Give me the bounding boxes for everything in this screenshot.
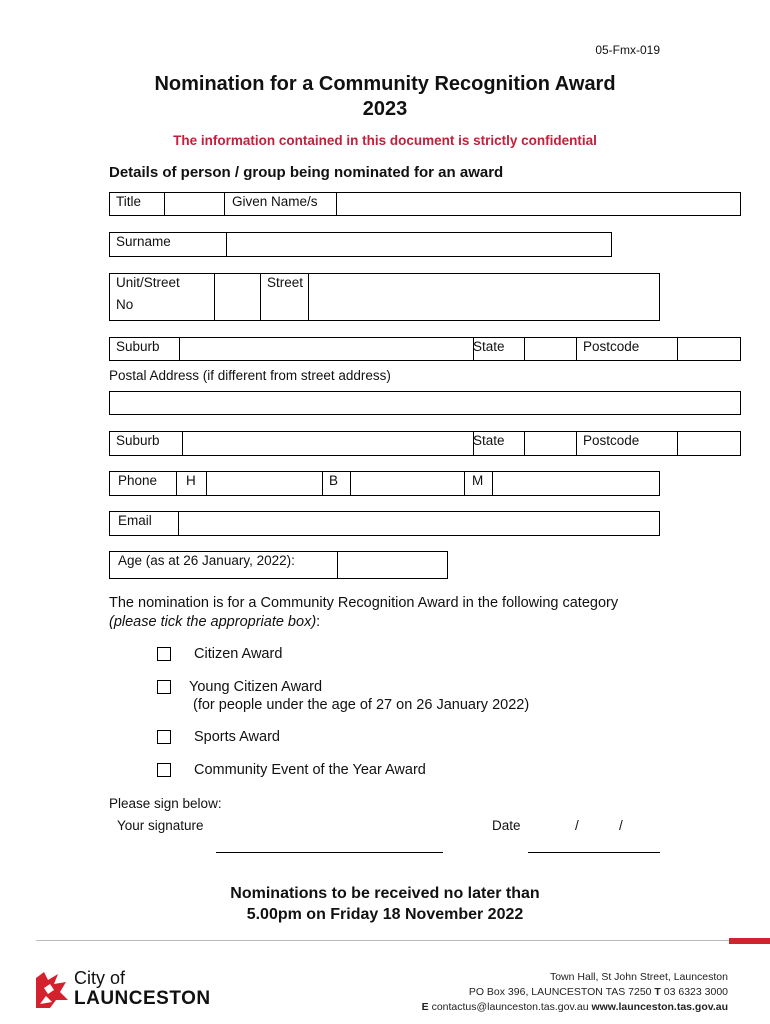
date-line[interactable] [528, 852, 660, 853]
sports-award-checkbox[interactable] [157, 730, 171, 744]
citizen-award-label: Citizen Award [194, 646, 283, 662]
postcode-input[interactable] [677, 338, 740, 360]
deadline-notice: Nominations to be received no later than 5.00pm on Friday 18 November 2022 [230, 885, 540, 923]
postal-suburb-state-postcode-row [109, 431, 741, 456]
suburb-label: Suburb [116, 339, 160, 354]
footer-contact: Town Hall, St John Street, Launceston PO Box 396, LAUNCESTON TAS 7250 T 03 6323 3000 E contactus@launceston.tas.gov.au www.launceston.tas.gov.au [421, 971, 728, 1013]
given-names-input[interactable] [336, 193, 740, 215]
postal-state-input[interactable] [524, 432, 577, 455]
footer-phone: 03 6323 3000 [663, 986, 728, 998]
signature-label: Your signature [117, 818, 204, 833]
date-separator-1: / [575, 818, 579, 833]
title-given-names-row [109, 192, 741, 216]
suburb-input[interactable] [179, 338, 474, 360]
postal-address-label: Postal Address (if different from street address) [109, 368, 391, 383]
city-of-launceston-logo-icon [34, 970, 70, 1010]
postal-postcode-input[interactable] [677, 432, 740, 455]
date-separator-2: / [619, 818, 623, 833]
signature-line[interactable] [216, 852, 443, 853]
category-hint: (please tick the appropriate box) [109, 614, 317, 630]
phone-business-label: B [329, 473, 339, 488]
surname-row [109, 232, 612, 257]
footer-po-box: PO Box 396, LAUNCESTON TAS 7250 [468, 986, 652, 998]
suburb-state-postcode-row [109, 337, 741, 361]
category-intro: The nomination is for a Community Recognition Award in the following category (please tick the appropriate box): [109, 595, 619, 630]
footer-address: Town Hall, St John Street, Launceston [549, 971, 728, 983]
page-title [0, 72, 770, 122]
unit-number-input[interactable] [214, 274, 261, 320]
unit-street-label: Unit/Street No [116, 275, 180, 312]
state-input[interactable] [524, 338, 577, 360]
street-input[interactable] [308, 274, 659, 320]
sports-award-label: Sports Award [194, 729, 280, 745]
surname-label: Surname [116, 234, 171, 249]
postal-state-label: State [473, 433, 505, 448]
community-event-award-label: Community Event of the Year Award [194, 762, 426, 778]
given-names-label: Given Name/s [232, 194, 318, 209]
email-label: Email [118, 513, 152, 528]
title-label: Title [116, 194, 142, 209]
confidential-notice: The information contained in this document is strictly confidential [173, 133, 597, 148]
surname-input[interactable] [226, 233, 611, 256]
state-label: State [473, 339, 505, 354]
phone-mobile-input[interactable] [492, 472, 659, 495]
phone-home-input[interactable] [206, 472, 323, 495]
email-row [109, 511, 660, 536]
postal-suburb-label: Suburb [116, 433, 160, 448]
footer-red-bar [729, 938, 770, 944]
postal-address-input[interactable] [109, 391, 741, 415]
email-input[interactable] [178, 512, 659, 535]
postal-suburb-input[interactable] [182, 432, 474, 455]
phone-mobile-label: M [472, 473, 484, 488]
phone-row [109, 471, 660, 496]
street-address-row [109, 273, 660, 321]
sign-prompt: Please sign below: [109, 796, 222, 811]
document-code: 05-Fmx-019 [595, 43, 660, 57]
footer-divider [36, 940, 729, 941]
citizen-award-checkbox[interactable] [157, 647, 171, 661]
phone-label: Phone [118, 473, 158, 488]
young-citizen-award-checkbox[interactable] [157, 680, 171, 694]
young-citizen-award-note: (for people under the age of 27 on 26 January 2022) [193, 697, 530, 713]
city-logo-text: City of LAUNCESTON [74, 968, 211, 1009]
age-label: Age (as at 26 January, 2022): [118, 553, 295, 568]
street-label: Street [267, 275, 304, 290]
title-line-2: 2023 [362, 98, 408, 120]
age-input[interactable] [337, 552, 447, 578]
title-input[interactable] [164, 193, 225, 215]
postcode-label: Postcode [583, 339, 640, 354]
phone-business-input[interactable] [350, 472, 465, 495]
title-line-1: Nomination for a Community Recognition Award [154, 73, 616, 95]
section-heading: Details of person / group being nominated for an award [109, 164, 504, 181]
date-label: Date [492, 818, 521, 833]
community-event-award-checkbox[interactable] [157, 763, 171, 777]
phone-home-label: H [186, 473, 196, 488]
footer-website[interactable]: www.launceston.tas.gov.au [591, 1001, 728, 1013]
postal-postcode-label: Postcode [583, 433, 640, 448]
young-citizen-award-label: Young Citizen Award (for people under the age of 27 on 26 January 2022) [189, 679, 530, 713]
age-row [109, 551, 448, 579]
footer-email[interactable]: contactus@launceston.tas.gov.au [431, 1001, 589, 1013]
